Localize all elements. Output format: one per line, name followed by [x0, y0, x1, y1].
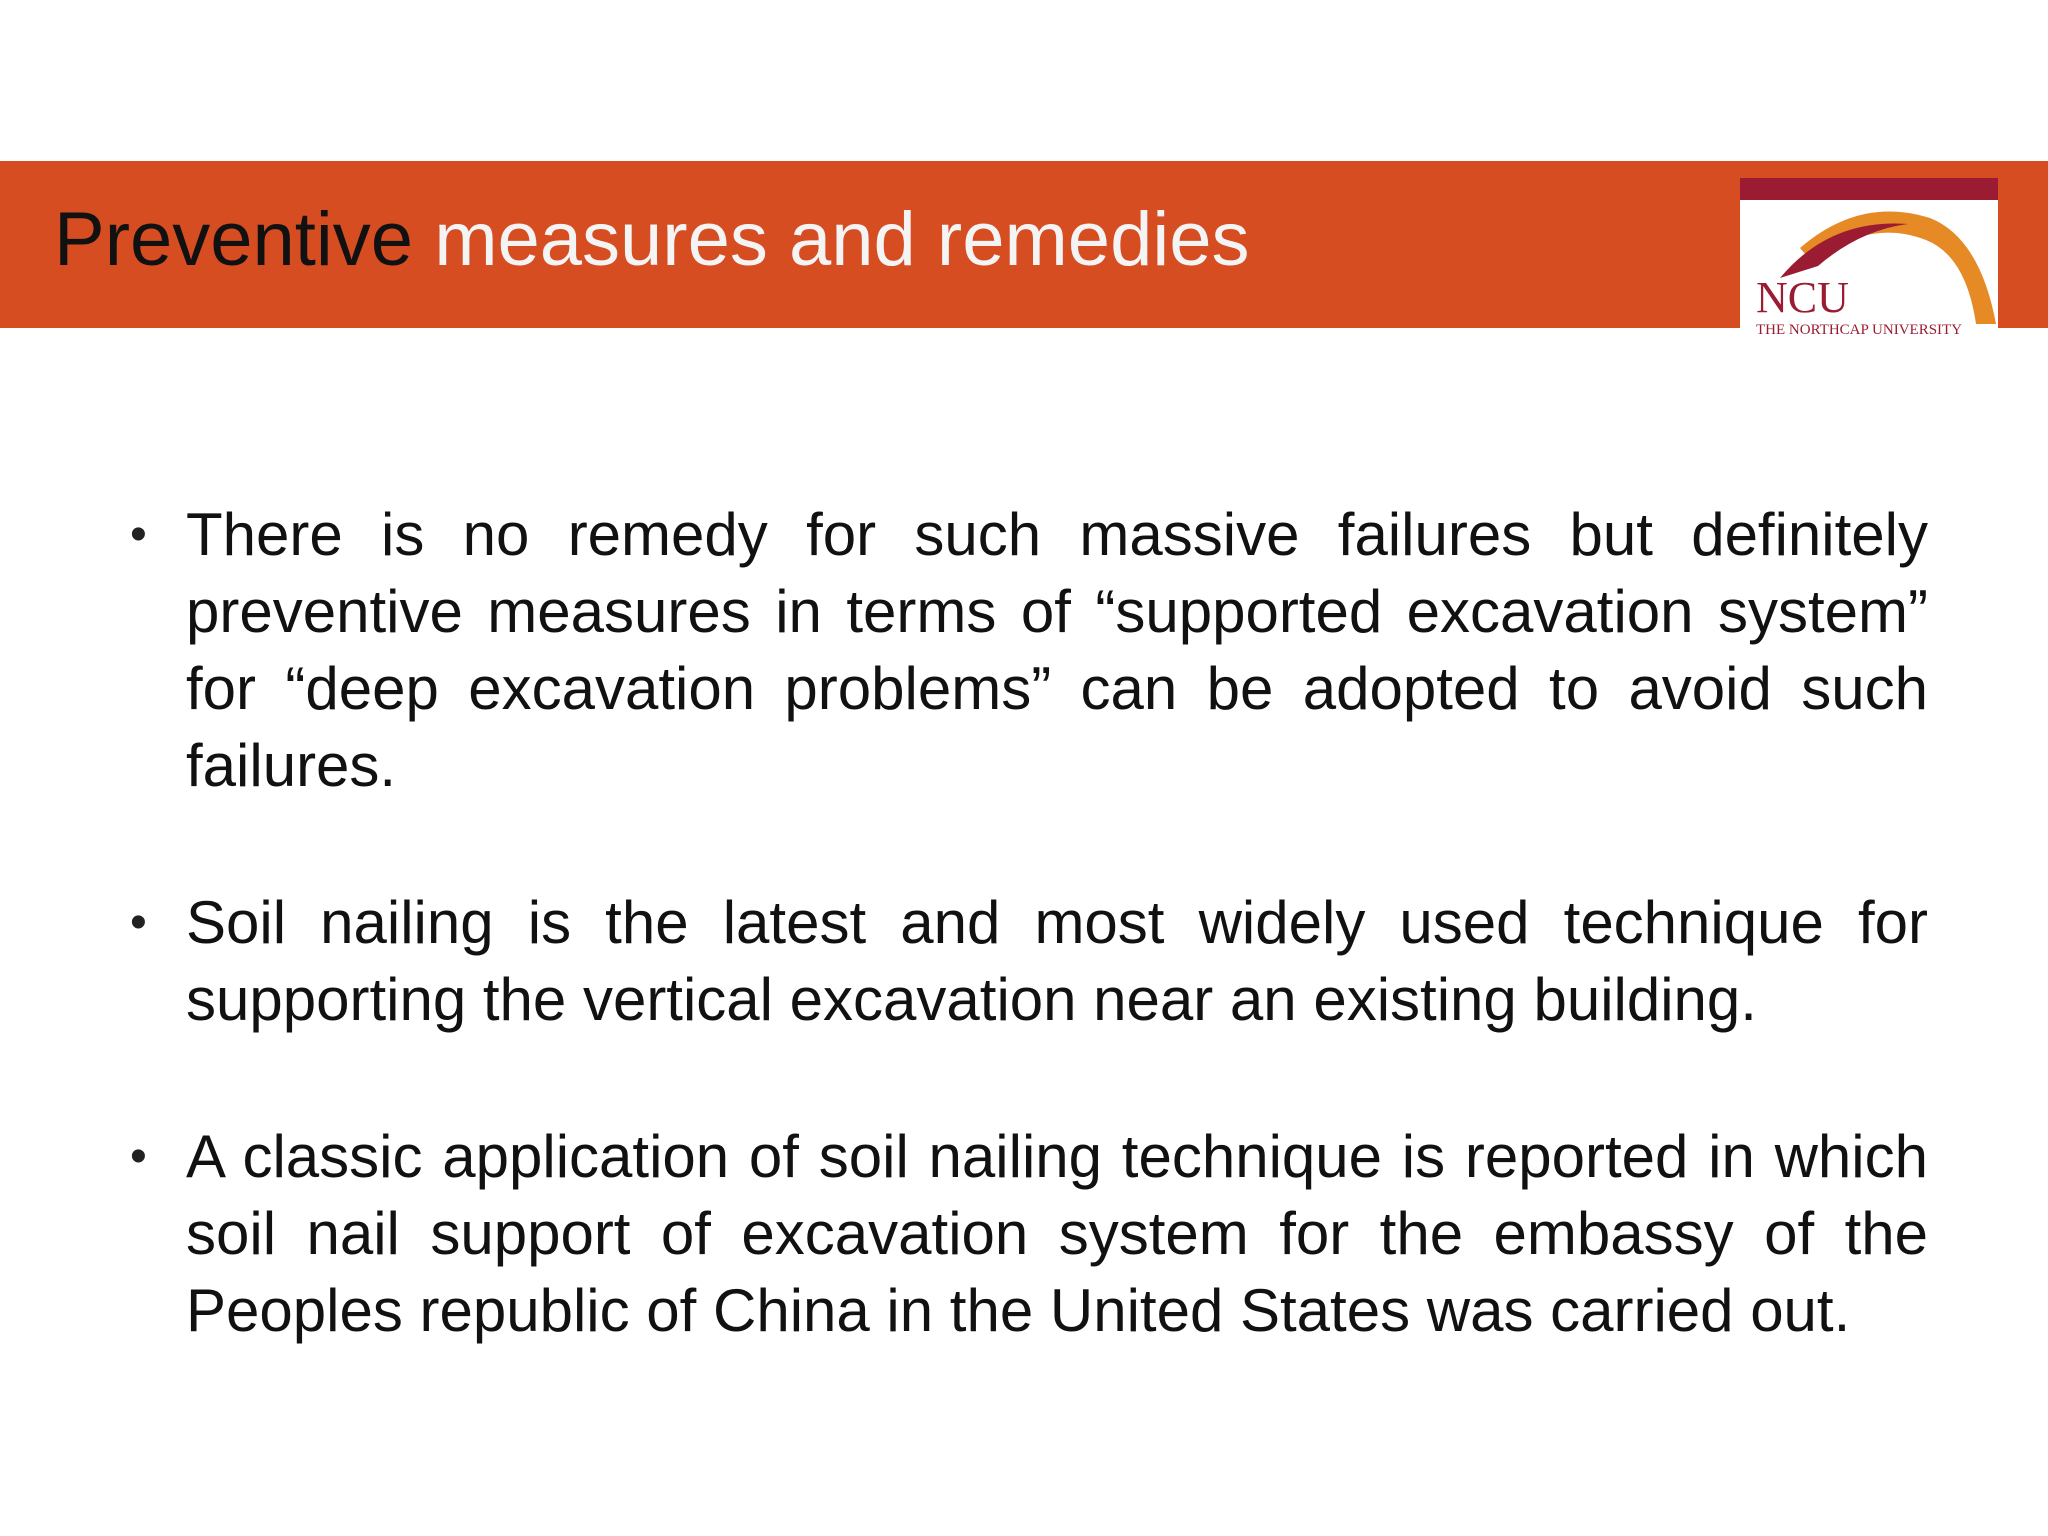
bullet-item	[130, 1118, 1928, 1349]
slide-title-rest: measures and remedies	[413, 197, 1250, 282]
ncu-logo-name: THE NORTHCAP UNIVERSITY	[1756, 322, 1963, 338]
bullet-dot: •	[130, 508, 147, 561]
bullet-text: Soil nailing is the latest and most widely used technique for supporting the vertical excavation near an existing building.	[186, 889, 1928, 1033]
slide-title	[54, 190, 1250, 290]
bullet-text: There is no remedy for such massive failures but definitely preventive measures in terms of “supported excavation system” for “deep excavation problems” can be adopted to avoid such failures.	[186, 501, 1928, 799]
ncu-logo-abbr: NCU	[1756, 273, 1849, 322]
ncu-logo-graphic	[1740, 178, 1998, 344]
bullet-text: A classic application of soil nailing technique is reported in which soil nail support of excavation system for the embassy of the Peoples republic of China in the United States was carried out.	[186, 1123, 1928, 1344]
slide-title-strong: Preventive	[54, 197, 414, 282]
bullet-list	[130, 496, 1928, 1349]
bullet-dot: •	[130, 896, 147, 949]
bullet-item	[130, 884, 1928, 1038]
bullet-dot: •	[130, 1130, 147, 1183]
ncu-logo	[1740, 178, 1998, 344]
bullet-item	[130, 496, 1928, 804]
